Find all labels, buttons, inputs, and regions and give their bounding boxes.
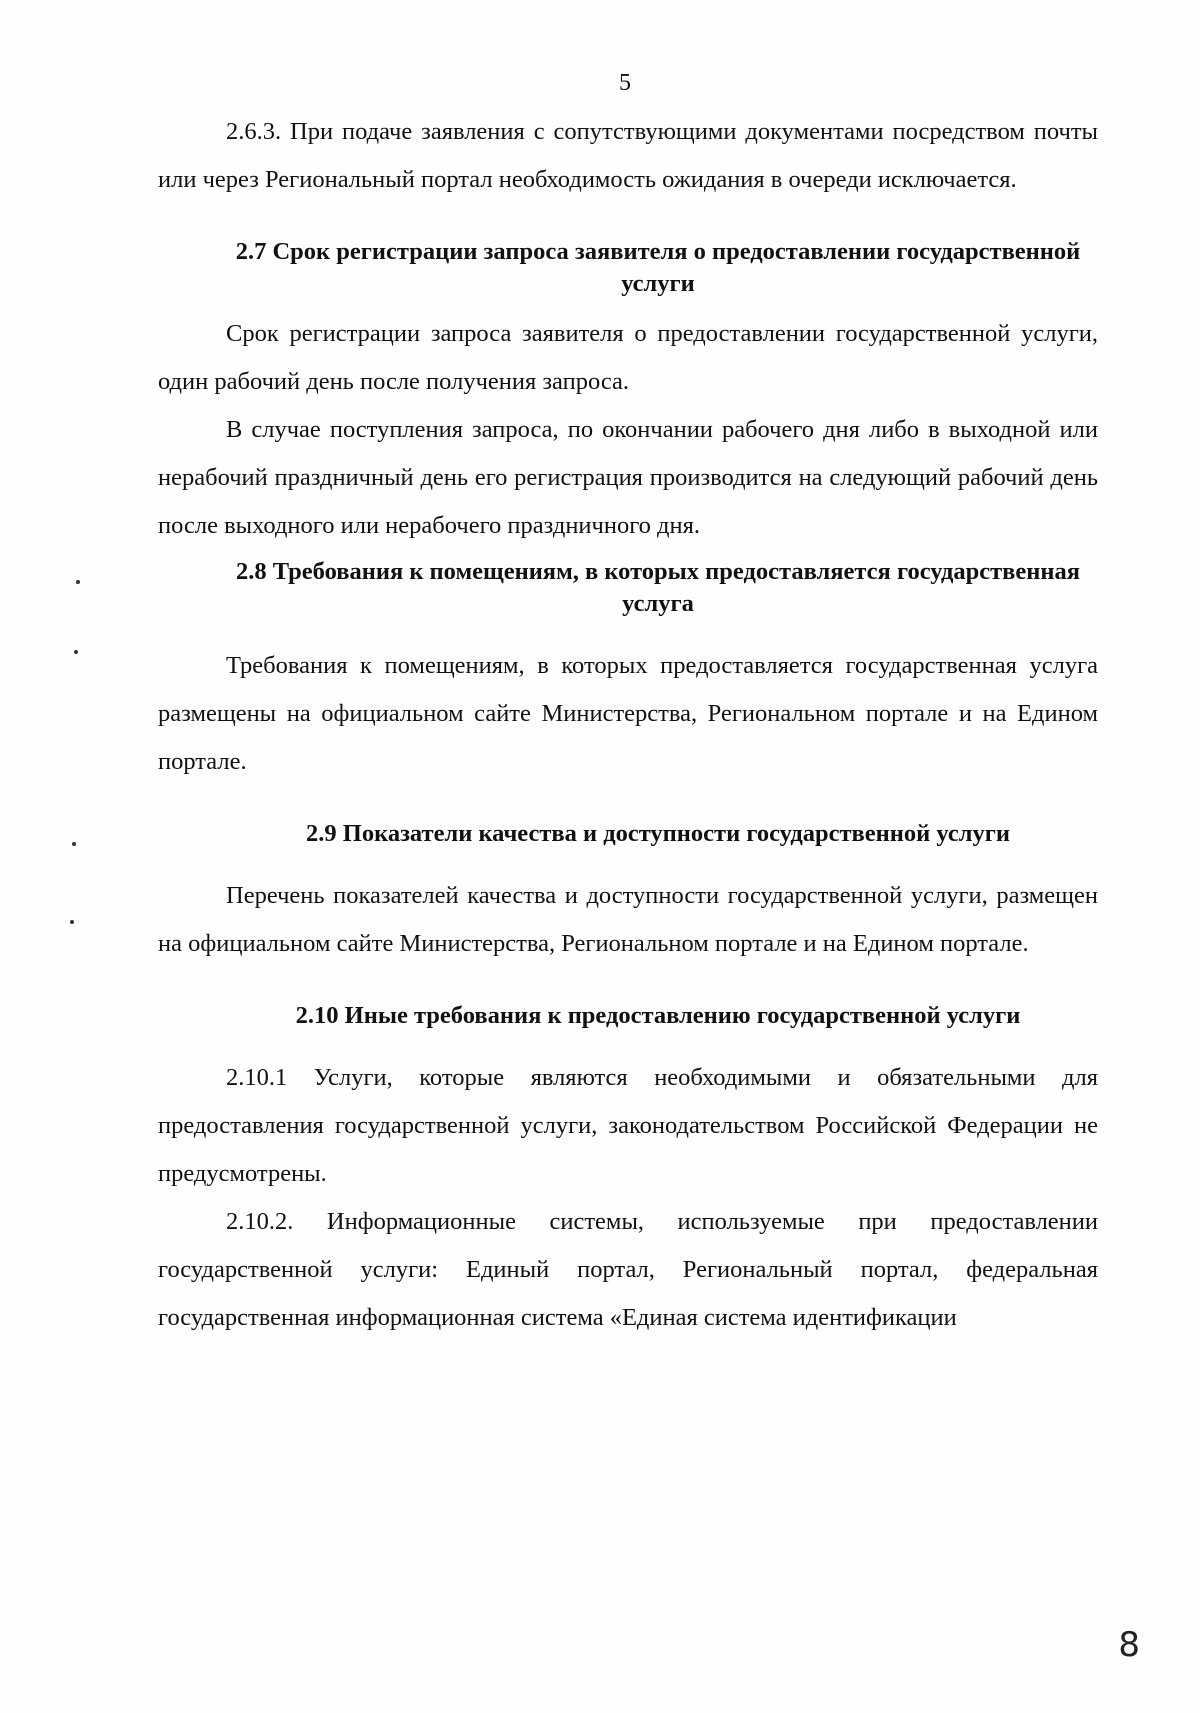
scan-speck	[74, 650, 78, 654]
heading-2-9: 2.9 Показатели качества и доступности государственной услуги	[306, 820, 1010, 847]
scan-speck	[70, 920, 74, 924]
page-number: 5	[619, 70, 631, 96]
paragraph-2-7-a: Срок регистрации запроса заявителя о предоставлении государственной услуги, один рабочий день после получения запроса.	[158, 320, 1098, 395]
document-body	[158, 108, 1098, 1342]
heading-2-10: 2.10 Иные требования к предоставлению государственной услуги	[295, 1002, 1021, 1029]
paragraph-2-10-1: 2.10.1 Услуги, которые являются необходимыми и обязательными для предоставления государственной услуги, законодательством Российской Федерации не предусмотрены.	[158, 1064, 1098, 1187]
paragraph-2-8: Требования к помещениям, в которых предоставляется государственная услуга размещены на официальном сайте Министерства, Региональном портале и на Едином портале.	[158, 652, 1098, 775]
handwritten-page-mark: 8	[1118, 1625, 1140, 1665]
scan-speck	[72, 842, 76, 846]
scan-speck	[76, 580, 80, 584]
paragraph-2-7-b: В случае поступления запроса, по окончании рабочего дня либо в выходной или нерабочий праздничный день его регистрация производится на следующий рабочий день после выходного или нерабочего праздничного дня.	[158, 416, 1098, 539]
heading-2-8: 2.8 Требования к помещениям, в которых предоставляется государственная услуга	[236, 558, 1080, 617]
paragraph-2-9: Перечень показателей качества и доступности государственной услуги, размещен на официальном сайте Министерства, Региональном портале и на Едином портале.	[158, 882, 1098, 957]
heading-2-7: 2.7 Срок регистрации запроса заявителя о предоставлении государственной услуги	[235, 238, 1081, 297]
paragraph-2-10-2: 2.10.2. Информационные системы, используемые при предоставлении государственной услуги: Единый портал, Региональный портал, федеральная государственная информационная система «Единая система идентификации	[158, 1208, 1098, 1331]
paragraph-2-6-3: 2.6.3. При подаче заявления с сопутствующими документами посредством почты или через Региональный портал необходимость ожидания в очереди исключается.	[158, 118, 1098, 193]
